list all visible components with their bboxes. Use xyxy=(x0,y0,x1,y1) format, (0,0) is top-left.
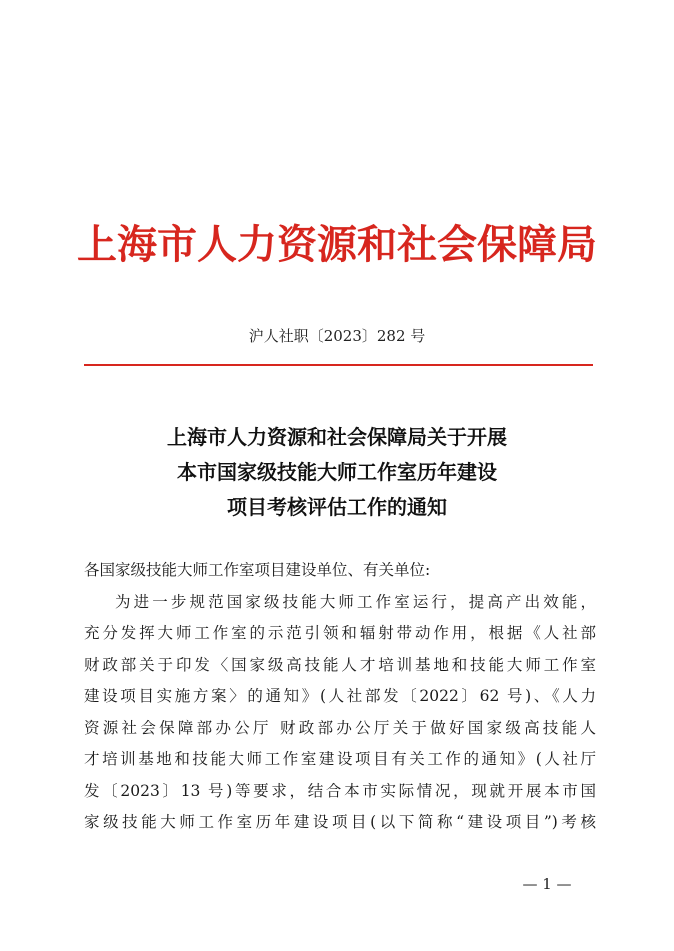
red-divider-line xyxy=(84,364,593,366)
title-line: 项目考核评估工作的通知 xyxy=(227,495,447,519)
title-line: 上海市人力资源和社会保障局关于开展 xyxy=(167,425,507,449)
paragraph-line: 家级技能大师工作室历年建设项目(以下简称“建设项目”)考核 xyxy=(84,813,596,831)
document-body xyxy=(84,555,596,839)
paragraph-line: 为进一步规范国家级技能大师工作室运行，提高产出效能， xyxy=(115,592,596,611)
paragraph-line: 资源社会保障部办公厅 财政部办公厅关于做好国家级高技能人 xyxy=(84,718,596,737)
paragraph-line: 发〔2023〕13 号)等要求，结合本市实际情况，现就开展本市国 xyxy=(84,781,596,800)
paragraph-line: 才培训基地和技能大师工作室建设项目有关工作的通知》(人社厅 xyxy=(84,750,596,768)
page-number: — 1 — xyxy=(522,875,572,893)
title-line: 本市国家级技能大师工作室历年建设 xyxy=(177,460,497,484)
paragraph-line: 财政部关于印发〈国家级高技能人才培训基地和技能大师工作室 xyxy=(84,655,596,674)
paragraph-line: 充分发挥大师工作室的示范引领和辐射带动作用，根据《人社部 xyxy=(84,624,596,642)
document-number: 沪人社职〔2023〕282 号 xyxy=(248,327,426,345)
document-title xyxy=(0,420,674,525)
addressee-line: 各国家级技能大师工作室项目建设单位、有关单位: xyxy=(84,561,431,579)
paragraph-line: 建设项目实施方案〉的通知》(人社部发〔2022〕62 号)、《人力 xyxy=(84,687,596,705)
issuer-name: 上海市人力资源和社会保障局 xyxy=(77,221,597,268)
